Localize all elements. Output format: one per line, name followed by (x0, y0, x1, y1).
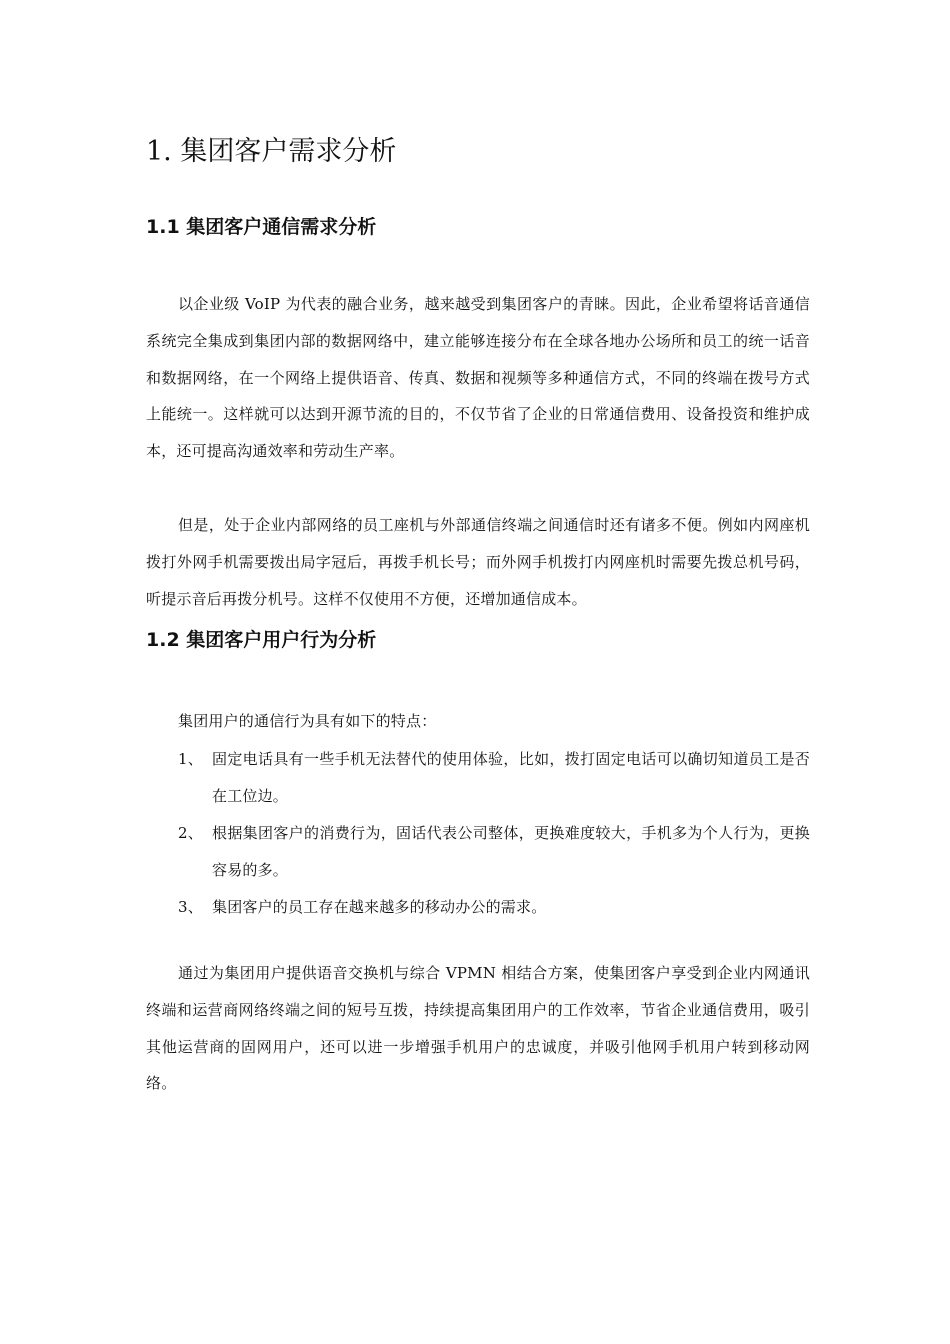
list-item (146, 741, 810, 815)
section-heading-1-2: 1.2 集团客户用户行为分析 (146, 629, 377, 651)
document-title: 1. 集团客户需求分析 (146, 136, 397, 167)
section-1-2-closing-paragraph: 通过为集团用户提供语音交换机与综合 VPMN 相结合方案，使集团客户享受到企业内网通讯终端和运营商网络终端之间的短号互拨，持续提高集团用户的工作效率，节省企业通信费用，吸引其他运营商的固网用户，还可以进一步增强手机用户的忠诚度，并吸引他网手机用户转到移动网络。 (146, 964, 810, 1093)
list-item-text: 集团客户的员工存在越来越多的移动办公的需求。 (212, 898, 547, 916)
section-1-1-paragraph-1: 以企业级 VoIP 为代表的融合业务，越来越受到集团客户的青睐。因此，企业希望将话音通信系统完全集成到集团内部的数据网络中，建立能够连接分布在全球各地办公场所和员工的统一话音和数据网络，在一个网络上提供语音、传真、数据和视频等多种通信方式，不同的终端在拨号方式上能统一。这样就可以达到开源节流的目的，不仅节省了企业的日常通信费用、设备投资和维护成本，还可提高沟通效率和劳动生产率。 (146, 295, 810, 461)
section-heading-1-1: 1.1 集团客户通信需求分析 (146, 216, 377, 238)
user-behavior-list (146, 741, 810, 926)
section-1-2-intro: 集团用户的通信行为具有如下的特点： (178, 712, 437, 730)
list-item-text: 固定电话具有一些手机无法替代的使用体验，比如，拨打固定电话可以确切知道员工是否在工位边。 (212, 750, 810, 805)
list-item-number: 2、 (178, 824, 203, 842)
list-item-number: 3、 (178, 898, 203, 916)
section-1-1-paragraph-2: 但是，处于企业内部网络的员工座机与外部通信终端之间通信时还有诸多不便。例如内网座机拨打外网手机需要拨出局字冠后，再拨手机长号；而外网手机拨打内网座机时需要先拨总机号码，听提示音后再拨分机号。这样不仅使用不方便，还增加通信成本。 (146, 516, 810, 608)
list-item-number: 1、 (178, 750, 203, 768)
list-item (146, 889, 810, 926)
list-item-text: 根据集团客户的消费行为，固话代表公司整体，更换难度较大，手机多为个人行为，更换容易的多。 (212, 824, 810, 879)
list-item (146, 815, 810, 889)
